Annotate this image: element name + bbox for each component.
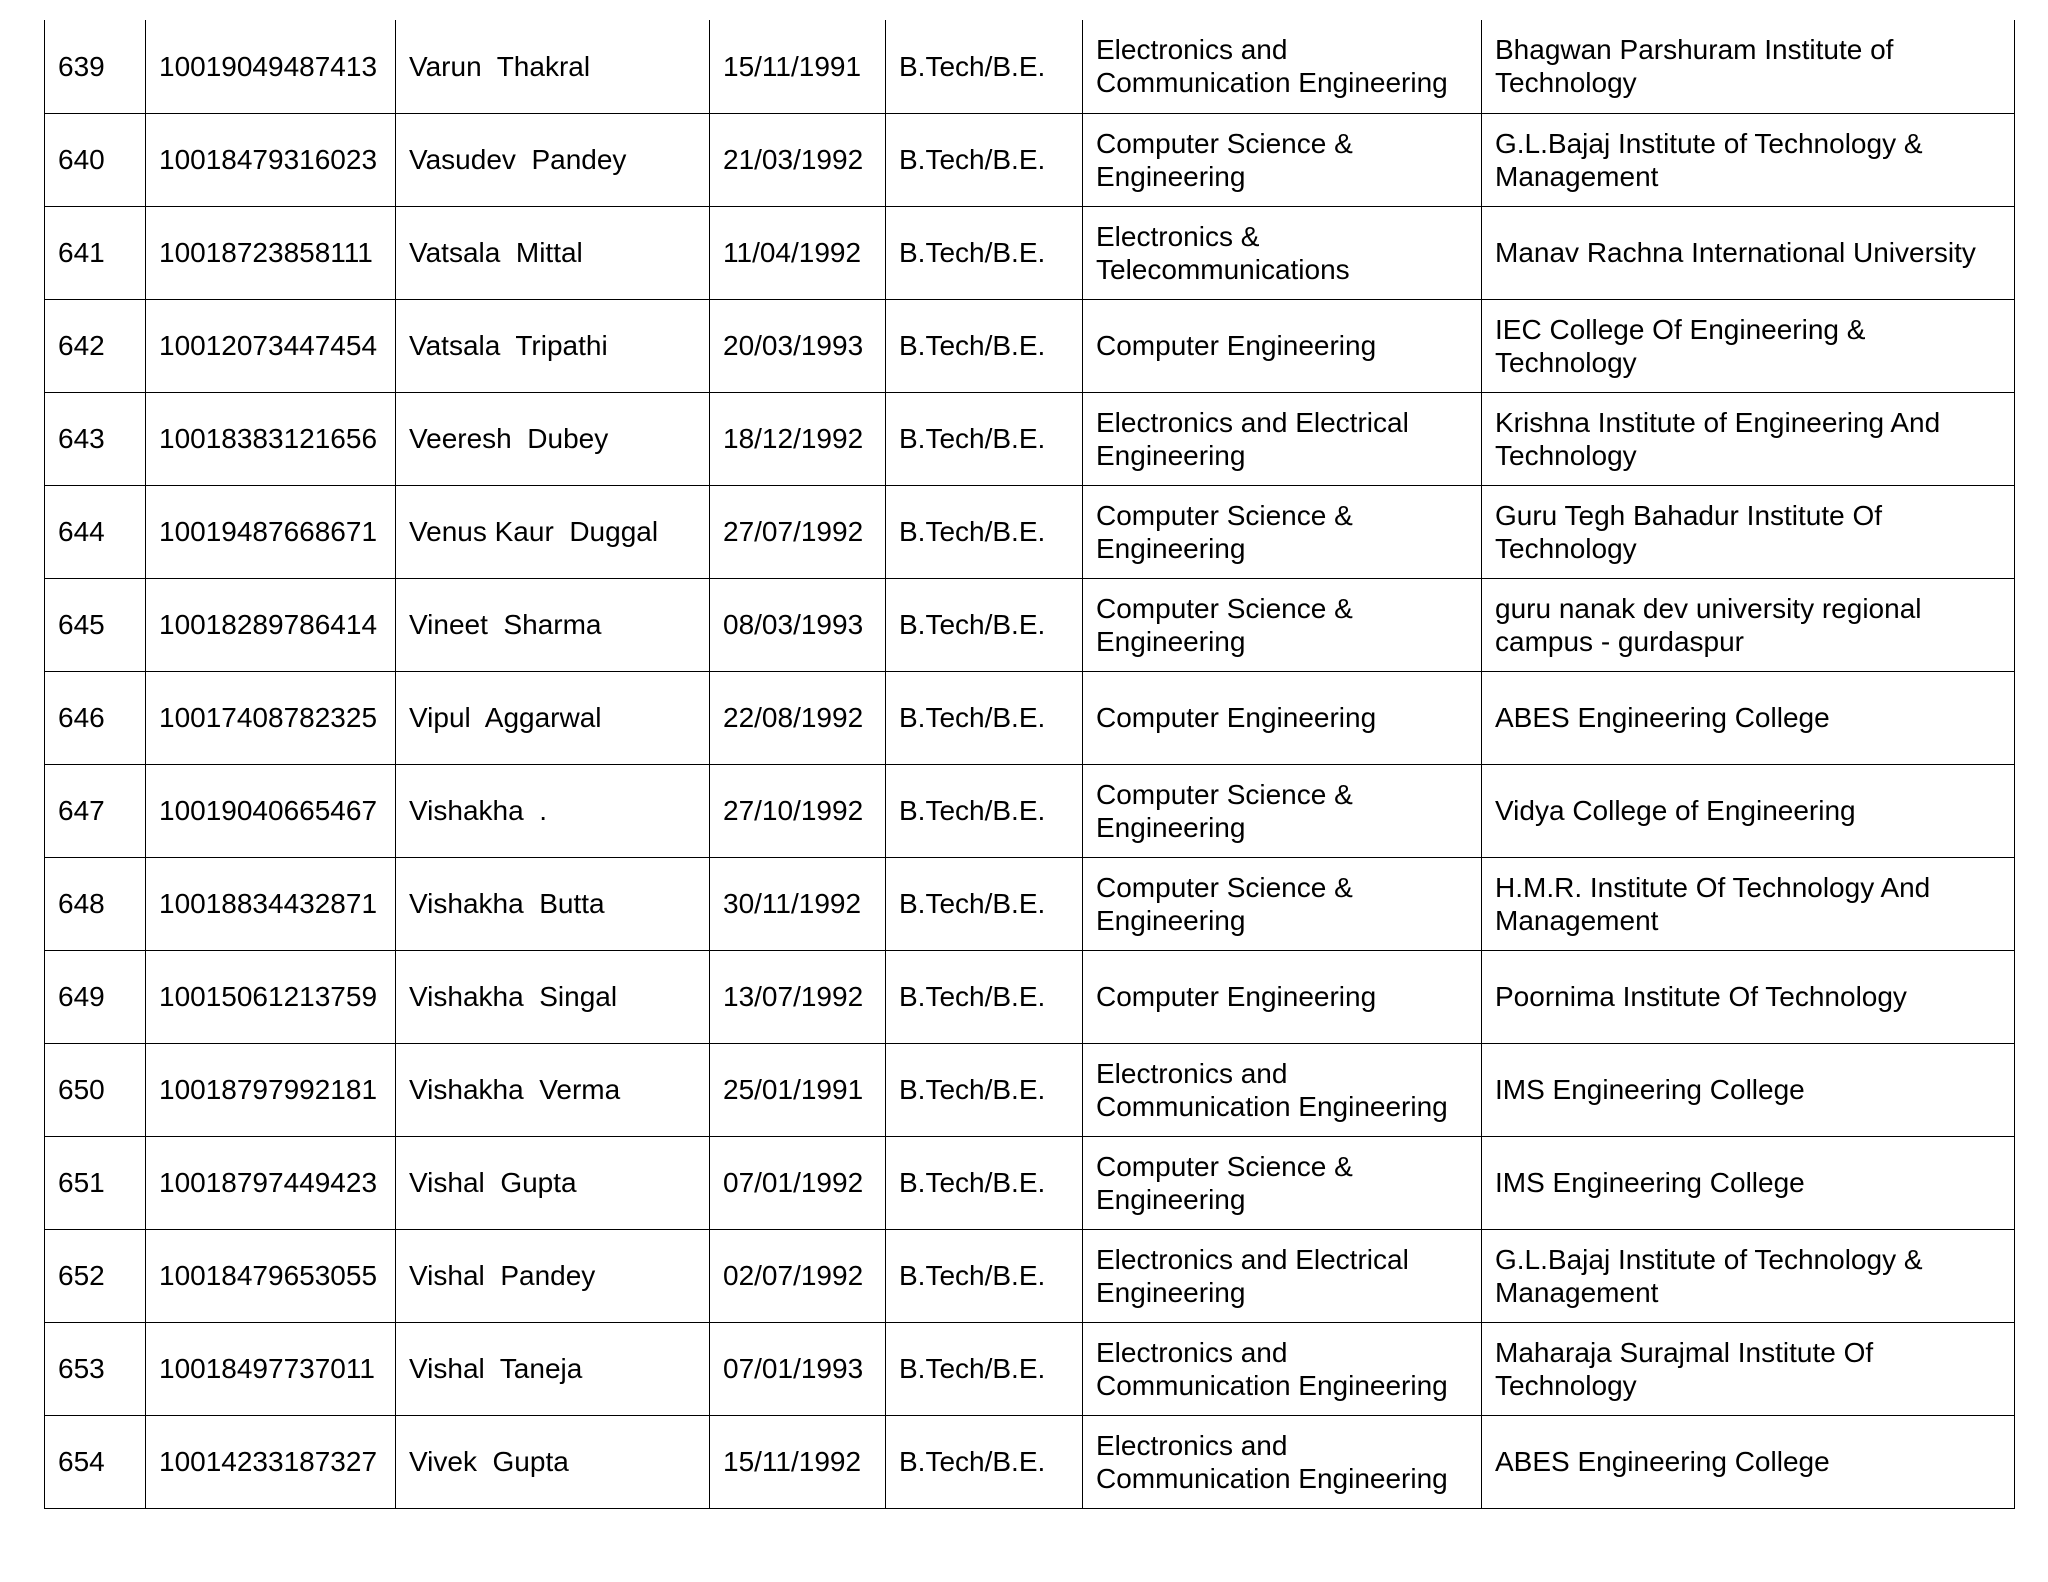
date-of-birth-cell: 13/07/1992 (710, 950, 886, 1043)
degree-cell: B.Tech/B.E. (886, 113, 1083, 206)
branch-cell: Electronics and Communication Engineering (1083, 20, 1482, 113)
candidate-name-cell: Vineet Sharma (396, 578, 710, 671)
candidate-name-cell: Varun Thakral (396, 20, 710, 113)
candidate-name-cell: Vasudev Pandey (396, 113, 710, 206)
college-cell: Krishna Institute of Engineering And Technology (1482, 392, 2015, 485)
branch-cell: Computer Engineering (1083, 299, 1482, 392)
candidate-name-cell: Venus Kaur Duggal (396, 485, 710, 578)
branch-cell: Computer Science & Engineering (1083, 485, 1482, 578)
date-of-birth-cell: 07/01/1993 (710, 1322, 886, 1415)
branch-cell: Electronics and Communication Engineering (1083, 1415, 1482, 1508)
college-cell: ABES Engineering College (1482, 671, 2015, 764)
branch-cell: Electronics & Telecommunications (1083, 206, 1482, 299)
candidate-name-cell: Vipul Aggarwal (396, 671, 710, 764)
date-of-birth-cell: 25/01/1991 (710, 1043, 886, 1136)
branch-cell: Computer Science & Engineering (1083, 113, 1482, 206)
candidate-name-cell: Vishal Gupta (396, 1136, 710, 1229)
college-cell: G.L.Bajaj Institute of Technology & Management (1482, 113, 2015, 206)
registration-id-cell: 10018497737011 (146, 1322, 396, 1415)
degree-cell: B.Tech/B.E. (886, 950, 1083, 1043)
degree-cell: B.Tech/B.E. (886, 1322, 1083, 1415)
degree-cell: B.Tech/B.E. (886, 1415, 1083, 1508)
registration-id-cell: 10019049487413 (146, 20, 396, 113)
serial-number-cell: 641 (45, 206, 146, 299)
serial-number-cell: 654 (45, 1415, 146, 1508)
table-row (45, 1322, 2015, 1415)
degree-cell: B.Tech/B.E. (886, 299, 1083, 392)
table-row (45, 950, 2015, 1043)
serial-number-cell: 648 (45, 857, 146, 950)
college-cell: H.M.R. Institute Of Technology And Management (1482, 857, 2015, 950)
college-cell: IMS Engineering College (1482, 1136, 2015, 1229)
branch-cell: Computer Science & Engineering (1083, 764, 1482, 857)
branch-cell: Electronics and Communication Engineering (1083, 1322, 1482, 1415)
table-row (45, 1415, 2015, 1508)
registration-id-cell: 10018797449423 (146, 1136, 396, 1229)
college-cell: Poornima Institute Of Technology (1482, 950, 2015, 1043)
date-of-birth-cell: 02/07/1992 (710, 1229, 886, 1322)
table-row (45, 764, 2015, 857)
candidate-name-cell: Vatsala Mittal (396, 206, 710, 299)
registration-id-cell: 10015061213759 (146, 950, 396, 1043)
date-of-birth-cell: 18/12/1992 (710, 392, 886, 485)
college-cell: IEC College Of Engineering & Technology (1482, 299, 2015, 392)
candidate-name-cell: Vishal Taneja (396, 1322, 710, 1415)
registration-id-cell: 10018797992181 (146, 1043, 396, 1136)
registration-id-cell: 10018479653055 (146, 1229, 396, 1322)
branch-cell: Electronics and Electrical Engineering (1083, 392, 1482, 485)
degree-cell: B.Tech/B.E. (886, 1043, 1083, 1136)
serial-number-cell: 640 (45, 113, 146, 206)
branch-cell: Computer Engineering (1083, 950, 1482, 1043)
candidate-name-cell: Vishakha Butta (396, 857, 710, 950)
registration-id-cell: 10019487668671 (146, 485, 396, 578)
table-row (45, 113, 2015, 206)
table-body (45, 20, 2015, 1508)
degree-cell: B.Tech/B.E. (886, 392, 1083, 485)
table-row (45, 1043, 2015, 1136)
college-cell: ABES Engineering College (1482, 1415, 2015, 1508)
candidate-name-cell: Vatsala Tripathi (396, 299, 710, 392)
branch-cell: Electronics and Communication Engineering (1083, 1043, 1482, 1136)
registration-id-cell: 10018834432871 (146, 857, 396, 950)
degree-cell: B.Tech/B.E. (886, 485, 1083, 578)
serial-number-cell: 645 (45, 578, 146, 671)
candidate-name-cell: Vivek Gupta (396, 1415, 710, 1508)
serial-number-cell: 649 (45, 950, 146, 1043)
registration-id-cell: 10018289786414 (146, 578, 396, 671)
serial-number-cell: 639 (45, 20, 146, 113)
degree-cell: B.Tech/B.E. (886, 1229, 1083, 1322)
degree-cell: B.Tech/B.E. (886, 764, 1083, 857)
college-cell: G.L.Bajaj Institute of Technology & Management (1482, 1229, 2015, 1322)
candidate-name-cell: Vishakha . (396, 764, 710, 857)
serial-number-cell: 653 (45, 1322, 146, 1415)
candidate-name-cell: Vishakha Singal (396, 950, 710, 1043)
registration-id-cell: 10012073447454 (146, 299, 396, 392)
college-cell: Guru Tegh Bahadur Institute Of Technology (1482, 485, 2015, 578)
registration-id-cell: 10018479316023 (146, 113, 396, 206)
college-cell: Bhagwan Parshuram Institute of Technology (1482, 20, 2015, 113)
serial-number-cell: 643 (45, 392, 146, 485)
candidate-name-cell: Vishal Pandey (396, 1229, 710, 1322)
registration-id-cell: 10014233187327 (146, 1415, 396, 1508)
date-of-birth-cell: 07/01/1992 (710, 1136, 886, 1229)
registration-id-cell: 10018383121656 (146, 392, 396, 485)
date-of-birth-cell: 20/03/1993 (710, 299, 886, 392)
college-cell: guru nanak dev university regional campus - gurdaspur (1482, 578, 2015, 671)
college-cell: Manav Rachna International University (1482, 206, 2015, 299)
candidate-name-cell: Veeresh Dubey (396, 392, 710, 485)
table-row (45, 392, 2015, 485)
serial-number-cell: 651 (45, 1136, 146, 1229)
college-cell: IMS Engineering College (1482, 1043, 2015, 1136)
degree-cell: B.Tech/B.E. (886, 20, 1083, 113)
candidate-name-cell: Vishakha Verma (396, 1043, 710, 1136)
registration-id-cell: 10018723858111 (146, 206, 396, 299)
date-of-birth-cell: 22/08/1992 (710, 671, 886, 764)
table-row (45, 671, 2015, 764)
table-row (45, 1229, 2015, 1322)
degree-cell: B.Tech/B.E. (886, 857, 1083, 950)
date-of-birth-cell: 30/11/1992 (710, 857, 886, 950)
serial-number-cell: 646 (45, 671, 146, 764)
degree-cell: B.Tech/B.E. (886, 671, 1083, 764)
table-row (45, 1136, 2015, 1229)
table-row (45, 299, 2015, 392)
branch-cell: Computer Science & Engineering (1083, 1136, 1482, 1229)
date-of-birth-cell: 11/04/1992 (710, 206, 886, 299)
registration-id-cell: 10019040665467 (146, 764, 396, 857)
date-of-birth-cell: 15/11/1991 (710, 20, 886, 113)
serial-number-cell: 647 (45, 764, 146, 857)
degree-cell: B.Tech/B.E. (886, 1136, 1083, 1229)
table-row (45, 206, 2015, 299)
candidate-table (44, 20, 2015, 1509)
branch-cell: Electronics and Electrical Engineering (1083, 1229, 1482, 1322)
degree-cell: B.Tech/B.E. (886, 578, 1083, 671)
serial-number-cell: 650 (45, 1043, 146, 1136)
date-of-birth-cell: 08/03/1993 (710, 578, 886, 671)
college-cell: Maharaja Surajmal Institute Of Technology (1482, 1322, 2015, 1415)
table-row (45, 578, 2015, 671)
date-of-birth-cell: 21/03/1992 (710, 113, 886, 206)
branch-cell: Computer Engineering (1083, 671, 1482, 764)
serial-number-cell: 642 (45, 299, 146, 392)
registration-id-cell: 10017408782325 (146, 671, 396, 764)
serial-number-cell: 652 (45, 1229, 146, 1322)
college-cell: Vidya College of Engineering (1482, 764, 2015, 857)
degree-cell: B.Tech/B.E. (886, 206, 1083, 299)
branch-cell: Computer Science & Engineering (1083, 578, 1482, 671)
serial-number-cell: 644 (45, 485, 146, 578)
branch-cell: Computer Science & Engineering (1083, 857, 1482, 950)
table-row (45, 485, 2015, 578)
date-of-birth-cell: 27/07/1992 (710, 485, 886, 578)
date-of-birth-cell: 15/11/1992 (710, 1415, 886, 1508)
date-of-birth-cell: 27/10/1992 (710, 764, 886, 857)
table-row (45, 857, 2015, 950)
table-row (45, 20, 2015, 113)
